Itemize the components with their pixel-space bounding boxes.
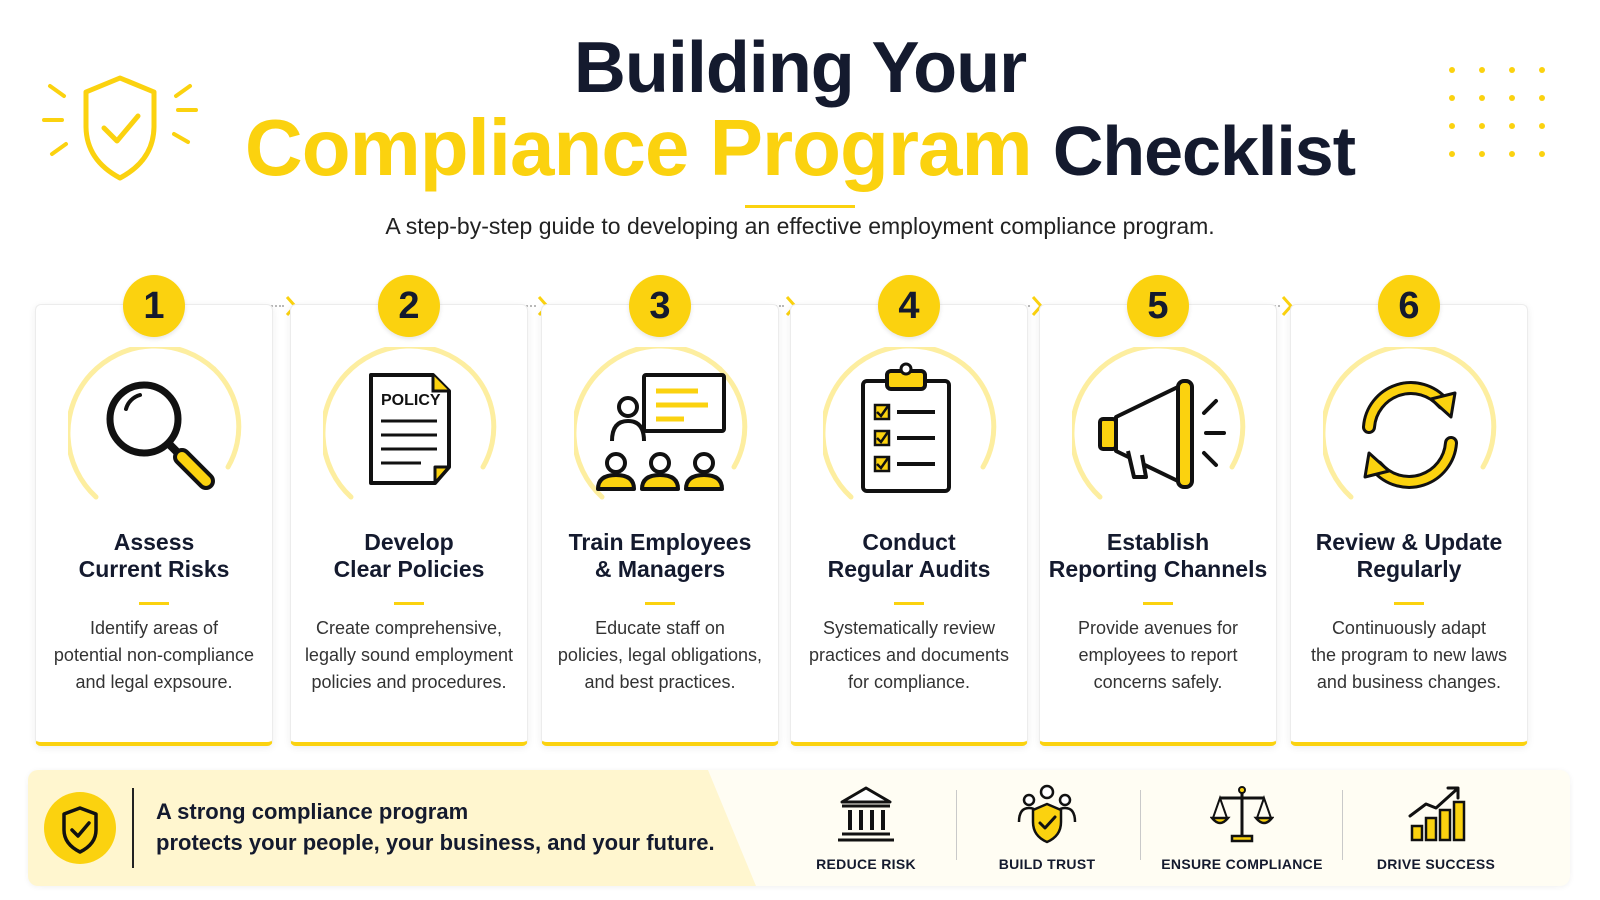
step-card-conduct-audits	[790, 285, 1028, 746]
title-underline	[745, 205, 855, 208]
step-title-rule	[394, 602, 424, 605]
benefit-label: DRIVE SUCCESS	[1376, 856, 1496, 872]
step-number: 4	[878, 275, 940, 337]
benefit-label: BUILD TRUST	[998, 856, 1096, 872]
step-title-rule	[139, 602, 169, 605]
step-description: Create comprehensive, legally sound employment policies and procedures.	[304, 618, 514, 692]
step-card-train-employees	[541, 285, 779, 746]
step-title: Develop Clear Policies	[333, 529, 485, 582]
training-presentation-icon	[574, 347, 748, 517]
step-card-reporting-channels	[1039, 285, 1277, 746]
benefit-reduce-risk	[800, 770, 932, 886]
refresh-cycle-icon	[1323, 347, 1497, 517]
benefit-separator	[1140, 790, 1141, 860]
step-number: 5	[1127, 275, 1189, 337]
page-title-rest: Checklist	[1052, 112, 1356, 190]
policy-document-icon	[323, 347, 497, 517]
step-description: Provide avenues for employees to report concerns safely.	[1077, 618, 1239, 692]
step-card-assess-risks	[35, 285, 273, 746]
step-title-rule	[894, 602, 924, 605]
step-description: Educate staff on policies, legal obligations, and best practices.	[557, 618, 763, 692]
benefit-separator	[1342, 790, 1343, 860]
step-card-develop-policies	[290, 285, 528, 746]
footer-divider	[132, 788, 134, 868]
policy-label: POLICY	[381, 392, 441, 409]
step-title-rule	[645, 602, 675, 605]
step-description: Continuously adapt the program to new laws and business changes.	[1310, 618, 1508, 692]
benefit-label: ENSURE COMPLIANCE	[1161, 856, 1323, 872]
step-description: Identify areas of potential non-compliance and legal expsoure.	[53, 618, 255, 692]
page-title-line2	[0, 104, 1600, 195]
step-title: Review & Update Regularly	[1315, 529, 1503, 582]
magnifying-glass-icon	[68, 347, 242, 517]
step-title: Conduct Regular Audits	[827, 529, 991, 582]
scales-icon	[1210, 782, 1274, 846]
benefit-drive-success	[1368, 770, 1504, 886]
footer-banner	[28, 770, 1570, 886]
footer-shield-badge	[44, 792, 116, 864]
step-number: 3	[629, 275, 691, 337]
step-card-review-update	[1290, 285, 1528, 746]
bank-building-icon	[834, 782, 898, 846]
step-title: Establish Reporting Channels	[1048, 529, 1268, 582]
step-number: 2	[378, 275, 440, 337]
team-shield-icon	[1015, 782, 1079, 846]
growth-chart-icon	[1404, 782, 1468, 846]
benefit-ensure-compliance	[1160, 770, 1324, 886]
step-title-rule	[1143, 602, 1173, 605]
step-title-rule	[1394, 602, 1424, 605]
step-title: Train Employees & Managers	[568, 529, 752, 582]
clipboard-checklist-icon	[823, 347, 997, 517]
step-title: Assess Current Risks	[78, 529, 230, 582]
page-title-line1: Building Your	[573, 28, 1027, 108]
step-number: 6	[1378, 275, 1440, 337]
page-title-accent: Compliance Program	[244, 103, 1032, 192]
megaphone-icon	[1072, 347, 1246, 517]
footer-message: A strong compliance program protects your people, your business, and your future.	[156, 799, 715, 855]
benefit-separator	[956, 790, 957, 860]
benefit-build-trust	[980, 770, 1114, 886]
step-number: 1	[123, 275, 185, 337]
page-subtitle: A step-by-step guide to developing an effective employment compliance program.	[385, 213, 1215, 239]
step-description: Systematically review practices and documents for compliance.	[808, 618, 1010, 692]
shield-check-icon	[44, 792, 116, 864]
benefit-label: REDUCE RISK	[816, 856, 916, 872]
